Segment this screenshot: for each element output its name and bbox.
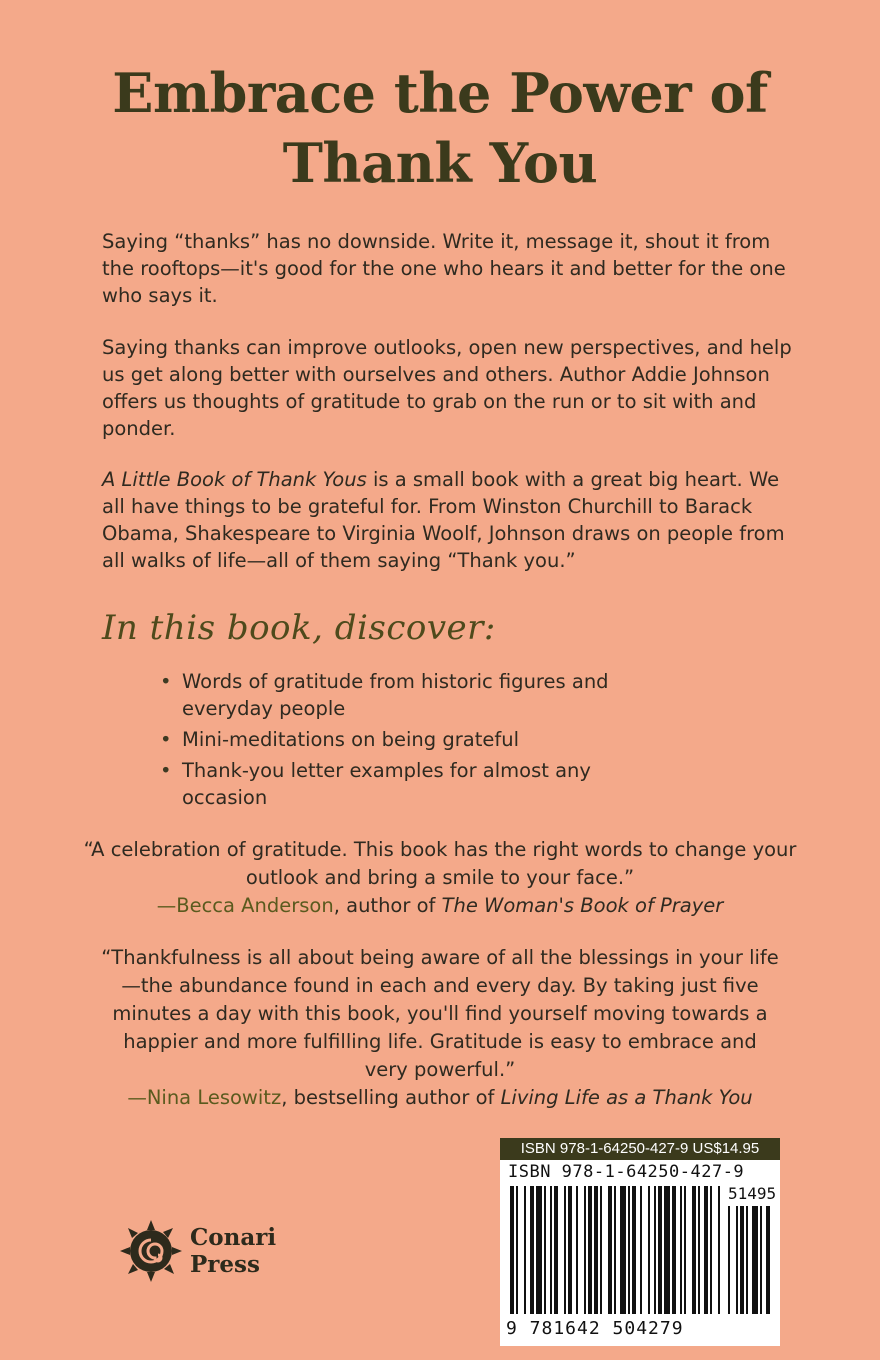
quote-text: “Thankfulness is all about being aware of all the blessings in your life—the abundance found in each and every day. By taking just five minutes a day with this book, you'll find yourself moving towards a happier and more fulfilling life. Gratitude is easy to embrace and very powerful.” [101, 946, 779, 1081]
ean-digits: 9 781642 504279 [506, 1318, 684, 1339]
barcode-bar [588, 1186, 592, 1314]
attribution-dash: — [156, 894, 177, 917]
barcode-bar [620, 1186, 626, 1314]
quote-author: Nina Lesowitz [146, 1086, 282, 1109]
barcode-bar [608, 1186, 612, 1314]
barcode-bar [710, 1186, 712, 1314]
barcode-bar [640, 1186, 642, 1314]
book-title [0, 58, 880, 198]
barcode-bar [584, 1186, 586, 1314]
quote-author: Becca Anderson [176, 894, 334, 917]
barcode-bar [576, 1186, 578, 1314]
barcode-bar [614, 1186, 616, 1314]
intro-paragraph: Saying “thanks” has no downside. Write it, message it, shout it from the rooftops—it's good for the one who hears it and better for the one who says it. [102, 230, 786, 307]
title-line-1: Embrace the Power of [112, 61, 768, 125]
author-book: Living Life as a Thank You [500, 1086, 753, 1109]
bullet-icon: • [160, 670, 172, 693]
barcode-bar [568, 1186, 572, 1314]
barcode-bar [600, 1186, 602, 1314]
barcode-bar [658, 1186, 662, 1314]
barcode-bar [594, 1186, 598, 1314]
publisher-line-1: Conari [190, 1224, 277, 1251]
barcode-bar [550, 1186, 552, 1314]
barcode-bar [752, 1206, 758, 1314]
list-item-text: Mini-meditations on being grateful [182, 728, 519, 751]
list-item-text: Thank-you letter examples for almost any occasion [182, 759, 591, 809]
isbn-price-header: ISBN 978-1-64250-427-9 US$14.95 [500, 1138, 780, 1160]
quote-attribution [60, 892, 820, 920]
summary-paragraph [102, 466, 792, 574]
summary-text: is a small book with a great big heart. We all have things to be grateful for. From Winston Churchill to Barack Obama, Shakespeare to Virginia Woolf, Johnson draws on people from all walks of life—all of them saying “Thank you.” [102, 468, 785, 572]
bullet-icon: • [160, 728, 172, 751]
list-item [160, 668, 680, 722]
barcode-bar [728, 1206, 730, 1314]
barcode-bar [530, 1186, 534, 1314]
barcode-bar [698, 1186, 700, 1314]
author-role: , author of [333, 894, 442, 917]
barcode-bar [664, 1186, 670, 1314]
author-book: The Woman's Book of Prayer [441, 894, 724, 917]
barcode-bar [680, 1186, 682, 1314]
barcode-bar [544, 1186, 546, 1314]
isbn-text: ISBN 978-1-64250-427-9 [508, 1162, 745, 1182]
description-paragraph: Saying thanks can improve outlooks, open new perspectives, and help us get along better with ourselves and others. Author Addie Johnson offers us thoughts of gratitude to grab on the run or to sit with and ponder. [102, 336, 792, 440]
barcode-bar [648, 1186, 650, 1314]
barcode-bar [760, 1206, 762, 1314]
barcode-bar [736, 1206, 738, 1314]
discover-heading: In this book, discover: [102, 608, 496, 648]
barcode-bar [740, 1206, 744, 1314]
list-item-text: Words of gratitude from historic figures and everyday people [182, 670, 609, 720]
bullet-icon: • [160, 759, 172, 782]
quote-attribution [60, 1084, 820, 1112]
barcode-bar [554, 1186, 558, 1314]
sunburst-spiral-icon [118, 1218, 184, 1284]
endorsement-quote-1 [60, 836, 820, 920]
barcode-bar [672, 1186, 676, 1314]
barcode-bar [536, 1186, 542, 1314]
title-line-2: Thank You [282, 131, 598, 195]
barcode-bar [654, 1186, 656, 1314]
publisher-name [190, 1224, 276, 1278]
quote-text: “A celebration of gratitude. This book has the right words to change your outlook and bring a smile to your face.” [83, 838, 797, 889]
barcode-bar [564, 1186, 566, 1314]
discover-list [160, 668, 680, 815]
publisher-logo [118, 1218, 276, 1284]
author-role: , bestselling author of [281, 1086, 501, 1109]
endorsement-quote-2 [60, 944, 820, 1112]
publisher-line-2: Press [190, 1251, 260, 1278]
attribution-dash: — [127, 1086, 147, 1109]
price-code: 51495 [728, 1184, 777, 1203]
barcode-bar [632, 1186, 636, 1314]
barcode-bar [684, 1186, 686, 1314]
barcode-bar [692, 1186, 696, 1314]
barcode-bar [718, 1186, 720, 1314]
barcode-bar [510, 1186, 514, 1314]
list-item [160, 757, 680, 811]
list-item [160, 726, 680, 753]
barcode-bar [628, 1186, 630, 1314]
barcode-bar [704, 1186, 708, 1314]
barcode-bar [746, 1206, 748, 1314]
barcode-bar [516, 1186, 518, 1314]
barcode-bar [766, 1206, 770, 1314]
book-name: A Little Book of Thank Yous [102, 468, 367, 491]
barcode-graphic [506, 1184, 777, 1318]
barcode-bar [524, 1186, 526, 1314]
